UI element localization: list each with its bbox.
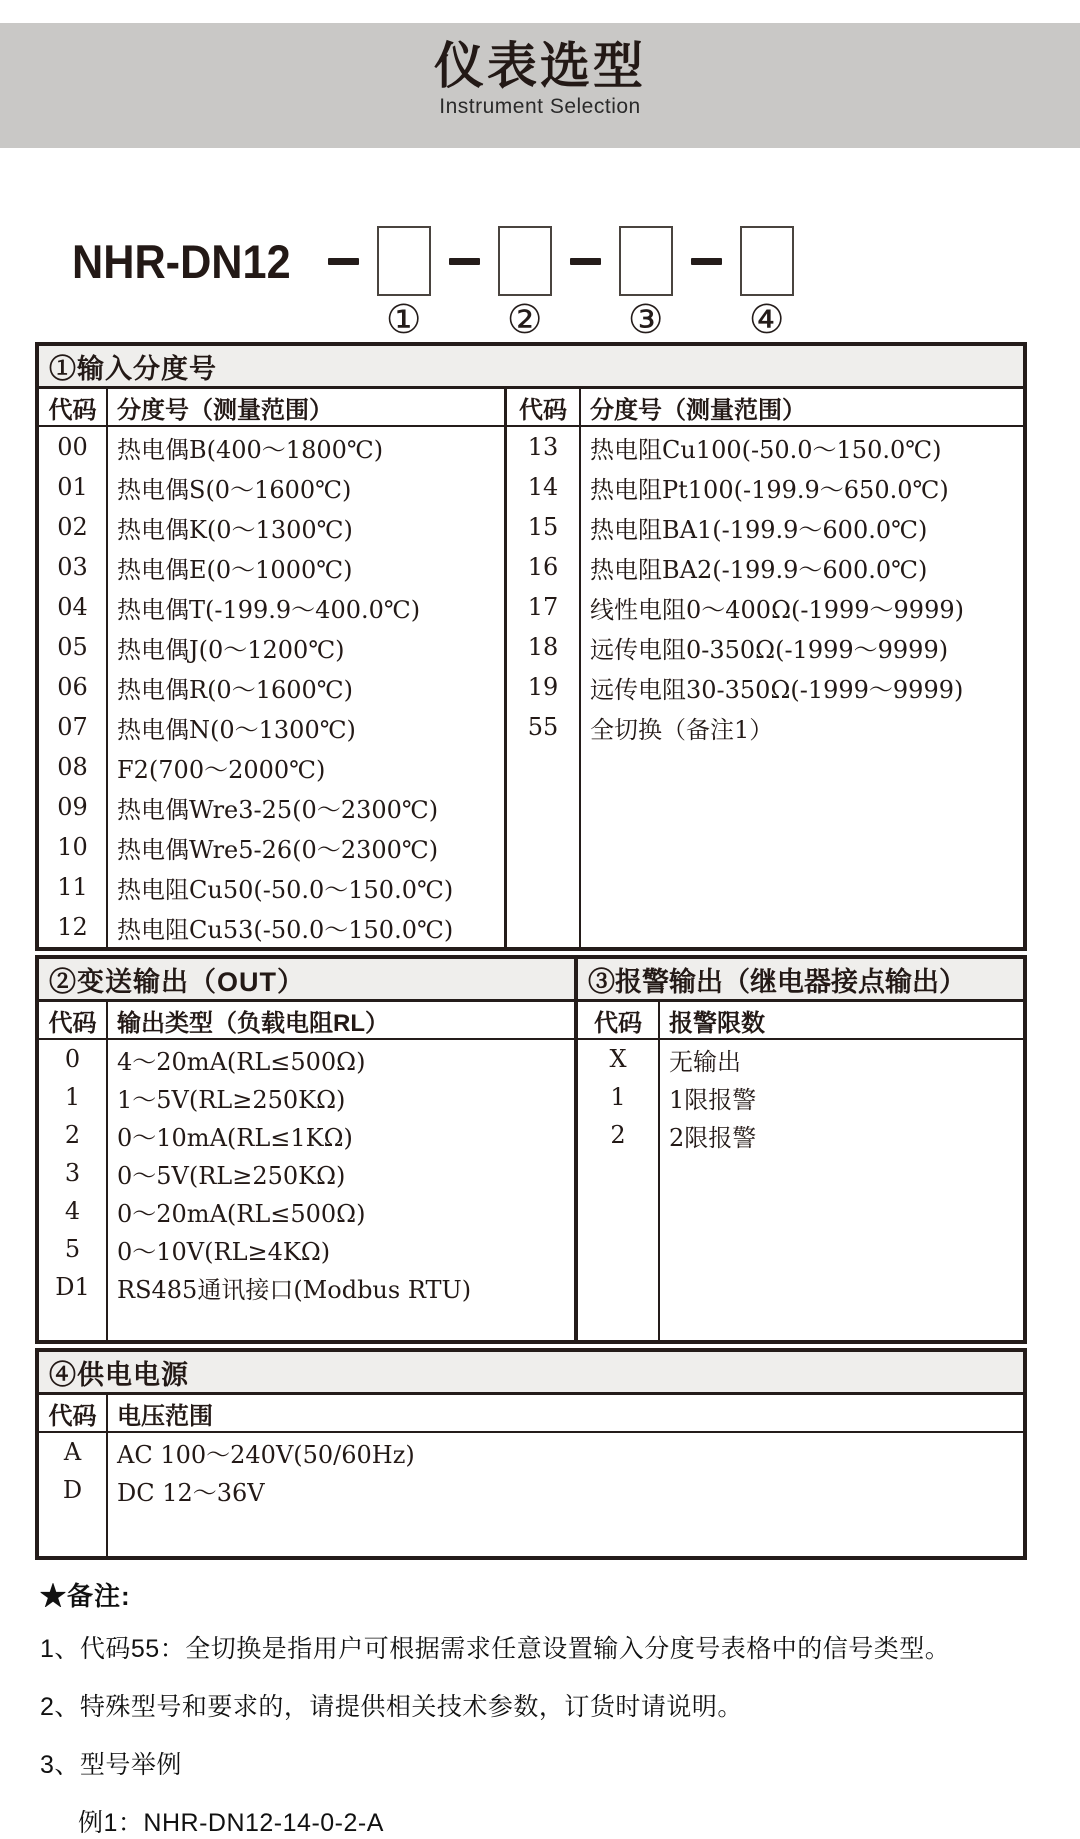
dash-separator — [691, 258, 722, 265]
row-desc: 4～20mA(RL≤500Ω) — [117, 1047, 366, 1076]
code-column-header: 代码 — [578, 1002, 660, 1038]
row-desc: 1限报警 — [669, 1085, 757, 1114]
code-column-header: 代码 — [39, 389, 108, 425]
row-desc: 热电阻Cu100(-50.0～150.0℃) — [590, 435, 942, 464]
column-header-row — [578, 1002, 1023, 1040]
output-alarm-table — [35, 955, 1027, 1344]
column-header-row — [39, 1002, 574, 1040]
row-code: 19 — [507, 667, 581, 707]
page-title: 仪表选型 — [434, 38, 646, 94]
model-code-box — [619, 226, 673, 342]
row-code: 15 — [507, 507, 581, 547]
row-desc: 全切换（备注1） — [590, 715, 774, 744]
desc-column-header: 报警限数 — [669, 1009, 765, 1037]
row-code: 07 — [39, 707, 108, 747]
row-desc: 热电偶Wre5-26(0～2300℃) — [117, 835, 439, 864]
table-row — [39, 547, 504, 587]
row-desc: 热电阻Cu50(-50.0～150.0℃) — [117, 875, 454, 904]
position-number: ① — [385, 298, 422, 342]
power-supply-table — [35, 1348, 1027, 1560]
table-row — [39, 427, 504, 467]
table-row — [39, 1040, 574, 1078]
section2-rows-area — [39, 1040, 574, 1340]
row-desc: 0～10mA(RL≤1KΩ) — [117, 1123, 353, 1152]
table-row — [507, 467, 1023, 507]
row-desc: 2限报警 — [669, 1123, 757, 1152]
table-row — [39, 747, 504, 787]
row-code: 2 — [578, 1116, 660, 1154]
row-desc: 0～5V(RL≥250KΩ) — [117, 1161, 346, 1190]
table-row — [507, 507, 1023, 547]
table-row — [578, 1116, 1023, 1154]
remarks-list — [40, 1629, 1080, 1781]
empty-filler-row — [578, 1154, 1023, 1340]
row-desc: 远传电阻0-350Ω(-1999～9999) — [590, 635, 949, 664]
row-code: 12 — [39, 907, 108, 947]
dash-separator — [570, 258, 601, 265]
column-header-row — [39, 389, 504, 427]
row-desc: 远传电阻30-350Ω(-1999～9999) — [590, 675, 964, 704]
row-desc: 热电偶K(0～1300℃) — [117, 515, 353, 544]
row-code: 2 — [39, 1116, 108, 1154]
row-code: 17 — [507, 587, 581, 627]
section3-rows-area — [578, 1040, 1023, 1340]
row-desc: 热电偶N(0～1300℃) — [117, 715, 356, 744]
desc-column-header: 输出类型（负载电阻RL） — [117, 1009, 389, 1037]
row-desc: 热电偶E(0～1000℃) — [117, 555, 353, 584]
column-header-row — [507, 389, 1023, 427]
section1-header: ①输入分度号 — [39, 346, 1023, 389]
row-desc: 热电阻BA2(-199.9～600.0℃) — [590, 555, 928, 584]
row-code: 18 — [507, 627, 581, 667]
table-row — [39, 787, 504, 827]
table-row — [39, 1078, 574, 1116]
row-code: 00 — [39, 427, 108, 467]
desc-column-header: 分度号（测量范围） — [590, 396, 806, 424]
table-row — [39, 1471, 1023, 1509]
row-desc: 无输出 — [669, 1047, 741, 1076]
alarm-output-half — [578, 959, 1023, 1340]
table-row — [39, 1116, 574, 1154]
row-code: 14 — [507, 467, 581, 507]
row-code: 13 — [507, 427, 581, 467]
table-row — [39, 667, 504, 707]
table-row — [39, 1154, 574, 1192]
section23-body — [39, 959, 1023, 1340]
table-row — [507, 627, 1023, 667]
table-row — [578, 1040, 1023, 1078]
row-code: 05 — [39, 627, 108, 667]
section1-body — [39, 389, 1023, 947]
row-desc: 热电阻Pt100(-199.9～650.0℃) — [590, 475, 949, 504]
row-desc: 热电阻Cu53(-50.0～150.0℃) — [117, 915, 454, 944]
desc-column-header: 电压范围 — [117, 1402, 213, 1430]
input-graduation-table — [35, 342, 1027, 951]
empty-filler-row — [39, 1306, 574, 1340]
row-code: 02 — [39, 507, 108, 547]
dash-separator — [328, 258, 359, 265]
model-prefix: NHR-DN12 — [72, 234, 291, 288]
section3-header: ③报警输出（继电器接点输出） — [578, 959, 1023, 1002]
row-desc: F2(700～2000℃) — [117, 755, 326, 784]
row-code: 08 — [39, 747, 108, 787]
table-row — [39, 827, 504, 867]
row-code: D1 — [39, 1268, 108, 1306]
table-row — [507, 667, 1023, 707]
row-desc: 热电偶S(0～1600℃) — [117, 475, 352, 504]
table-row — [39, 1433, 1023, 1471]
row-desc: DC 12～36V — [117, 1478, 265, 1507]
row-code: 55 — [507, 707, 581, 747]
code-column-header: 代码 — [39, 1002, 108, 1038]
row-code: 0 — [39, 1040, 108, 1078]
row-code: 06 — [39, 667, 108, 707]
row-desc: 0～10V(RL≥4KΩ) — [117, 1237, 331, 1266]
section1-right-half — [507, 389, 1023, 947]
row-desc: 线性电阻0～400Ω(-1999～9999) — [590, 595, 964, 624]
table-row — [39, 1192, 574, 1230]
row-desc: 热电偶T(-199.9～400.0℃) — [117, 595, 421, 624]
page-subtitle: Instrument Selection — [439, 95, 641, 118]
row-code: 1 — [578, 1078, 660, 1116]
row-desc: 1～5V(RL≥250KΩ) — [117, 1085, 346, 1114]
section4-header: ④供电电源 — [39, 1352, 1023, 1395]
row-desc: RS485通讯接口(Modbus RTU) — [117, 1275, 472, 1304]
row-code: 3 — [39, 1154, 108, 1192]
table-row — [39, 707, 504, 747]
table-row — [507, 587, 1023, 627]
section4-rows-area — [39, 1433, 1023, 1556]
model-code-box — [498, 226, 552, 342]
row-desc: 热电偶B(400～1800℃) — [117, 435, 384, 464]
model-example: 例1：NHR-DN12-14-0-2-A — [78, 1809, 384, 1837]
row-desc: 热电偶J(0～1200℃) — [117, 635, 345, 664]
table-row — [39, 907, 504, 947]
row-code: A — [39, 1433, 108, 1471]
table-row — [507, 547, 1023, 587]
row-desc: 0～20mA(RL≤500Ω) — [117, 1199, 366, 1228]
table-row — [39, 1230, 574, 1268]
row-code: 03 — [39, 547, 108, 587]
model-code-box — [377, 226, 431, 342]
position-number: ③ — [627, 298, 664, 342]
remark-item: 2、特殊型号和要求的，请提供相关技术参数，订货时请说明。 — [40, 1693, 743, 1721]
table-row — [39, 1268, 574, 1306]
desc-column-header: 分度号（测量范围） — [117, 396, 333, 424]
column-header-row — [39, 1395, 1023, 1433]
row-code: 01 — [39, 467, 108, 507]
model-code-box — [740, 226, 794, 342]
row-code: 11 — [39, 867, 108, 907]
model-code-row — [72, 226, 1080, 342]
table-row — [39, 587, 504, 627]
row-code: 09 — [39, 787, 108, 827]
transmit-output-half — [39, 959, 578, 1340]
code-column-header: 代码 — [507, 389, 581, 425]
table-row — [39, 507, 504, 547]
table-row — [39, 867, 504, 907]
remarks-section — [40, 1576, 1080, 1839]
row-code: 04 — [39, 587, 108, 627]
remarks-title: ★备注: — [40, 1581, 131, 1611]
table-row — [39, 627, 504, 667]
position-number: ② — [506, 298, 543, 342]
title-band — [0, 23, 1080, 148]
remark-item: 1、代码55：全切换是指用户可根据需求任意设置输入分度号表格中的信号类型。 — [40, 1635, 951, 1663]
row-code: 10 — [39, 827, 108, 867]
table-row — [578, 1078, 1023, 1116]
row-desc: 热电偶Wre3-25(0～2300℃) — [117, 795, 439, 824]
table-row — [39, 467, 504, 507]
section1-left-half — [39, 389, 507, 947]
row-desc: 热电阻BA1(-199.9～600.0℃) — [590, 515, 928, 544]
row-code: 1 — [39, 1078, 108, 1116]
row-desc: AC 100～240V(50/60Hz) — [117, 1440, 415, 1469]
position-number: ④ — [748, 298, 785, 342]
empty-filler-row — [507, 747, 1023, 947]
code-column-header: 代码 — [39, 1395, 108, 1431]
table-row — [507, 707, 1023, 747]
row-code: 4 — [39, 1192, 108, 1230]
dash-separator — [449, 258, 480, 265]
section2-header: ②变送输出（OUT） — [39, 959, 574, 1002]
row-code: X — [578, 1040, 660, 1078]
row-code: 5 — [39, 1230, 108, 1268]
empty-filler-row — [39, 1509, 1023, 1556]
remark-item: 3、型号举例 — [40, 1751, 182, 1779]
table-row — [507, 427, 1023, 467]
row-code: D — [39, 1471, 108, 1509]
row-code: 16 — [507, 547, 581, 587]
row-desc: 热电偶R(0～1600℃) — [117, 675, 353, 704]
